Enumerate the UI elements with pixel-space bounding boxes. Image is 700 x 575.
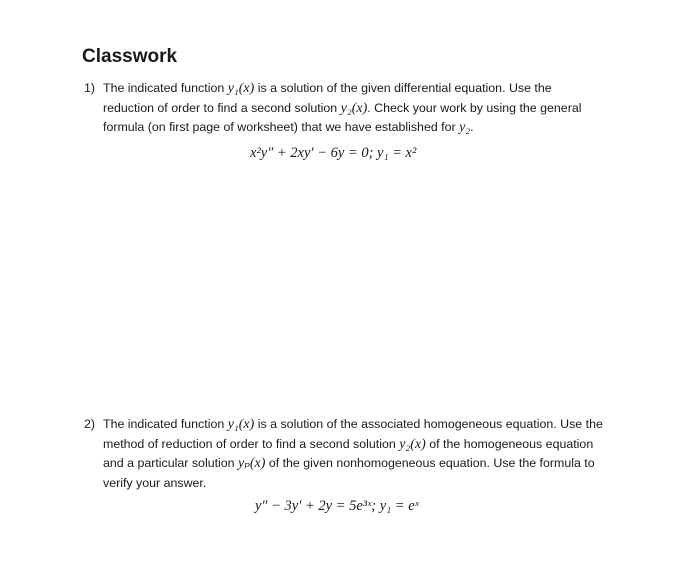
problem-number: 1) xyxy=(84,81,96,95)
problem-line: formula (on first page of worksheet) that we have established for y₂. xyxy=(103,120,474,135)
problem-2 xyxy=(84,415,624,493)
problem-line: and a particular solution yₚ(x) of the given nonhomogeneous equation. Use the formula to xyxy=(103,456,595,471)
equation-1: x²y″ + 2xy′ − 6y = 0; y₁ = x² xyxy=(250,145,417,161)
problem-text xyxy=(103,415,624,493)
problem-line: The indicated function y₁(x) is a solution of the given differential equation. Use the xyxy=(103,81,552,96)
page-title: Classwork xyxy=(82,46,178,67)
problem-line: method of reduction of order to find a second solution y₂(x) of the homogeneous equation xyxy=(103,436,594,452)
problem-line: The indicated function y₁(x) is a solution of the associated homogeneous equation. Use the xyxy=(103,417,603,432)
problem-line: reduction of order to find a second solution y₂(x). Check your work by using the general xyxy=(103,100,582,116)
problem-number: 2) xyxy=(84,417,96,431)
problem-1 xyxy=(84,79,624,138)
equation-2: y″ − 3y′ + 2y = 5e³ˣ; y₁ = eˣ xyxy=(255,498,419,514)
problem-line: verify your answer. xyxy=(103,475,207,490)
problem-text xyxy=(103,79,624,138)
